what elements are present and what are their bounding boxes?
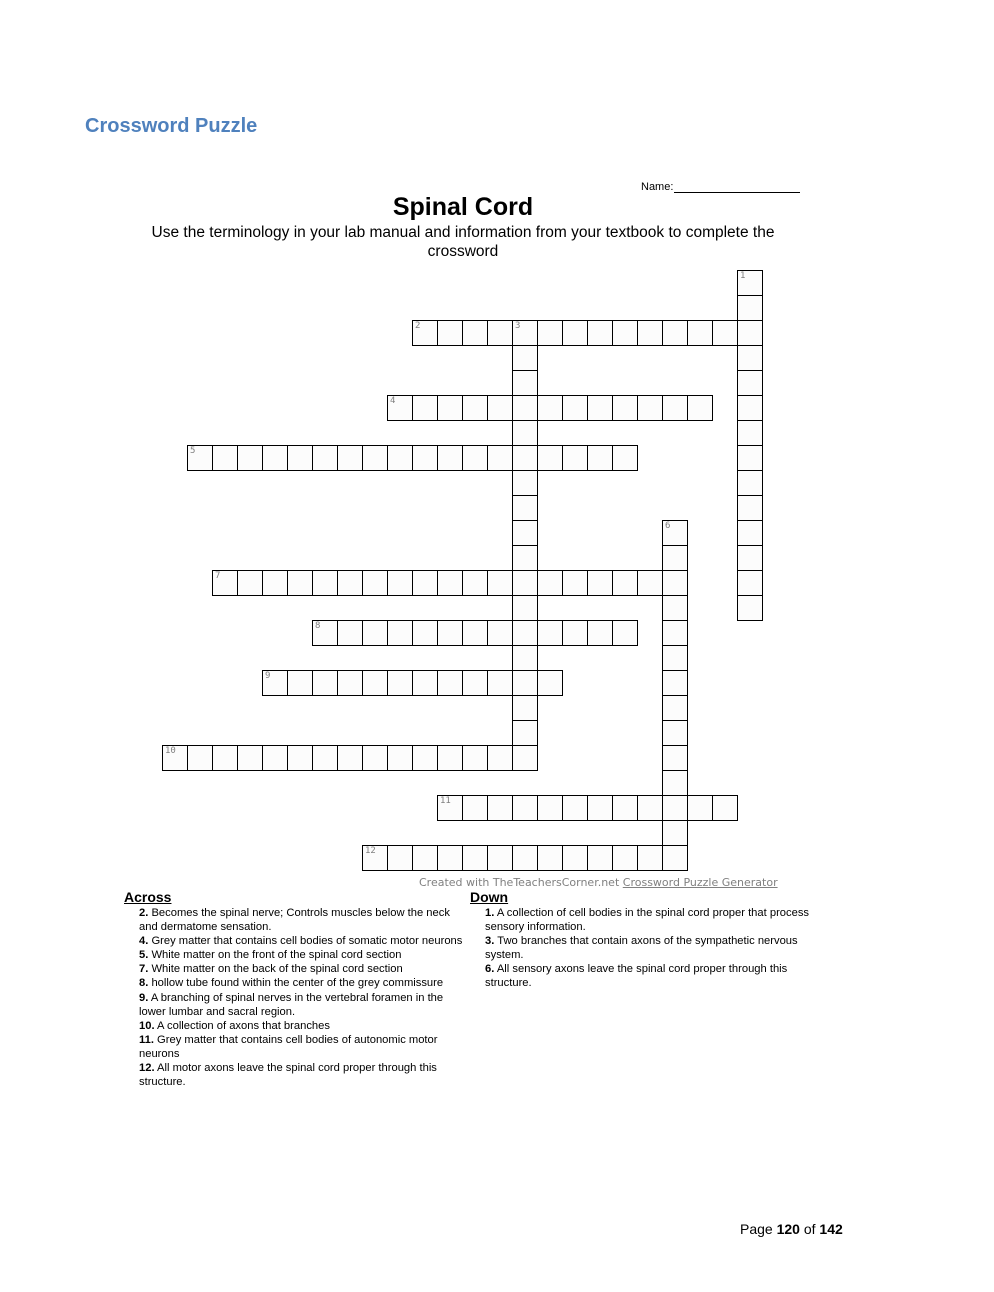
- grid-cell[interactable]: [437, 745, 463, 771]
- grid-cell[interactable]: [387, 570, 413, 596]
- grid-cell[interactable]: [737, 395, 763, 421]
- grid-cell[interactable]: [487, 395, 513, 421]
- grid-cell[interactable]: [512, 570, 538, 596]
- grid-cell[interactable]: [437, 320, 463, 346]
- grid-cell[interactable]: [662, 620, 688, 646]
- grid-cell[interactable]: [637, 395, 663, 421]
- page-current: 120: [776, 1221, 800, 1237]
- grid-cell[interactable]: [512, 645, 538, 671]
- grid-cell[interactable]: [737, 595, 763, 621]
- grid-cell[interactable]: [637, 570, 663, 596]
- grid-cell[interactable]: [287, 570, 313, 596]
- name-field: [641, 180, 800, 193]
- grid-cell[interactable]: [562, 570, 588, 596]
- grid-cell[interactable]: [662, 770, 688, 796]
- grid-cell[interactable]: [487, 445, 513, 471]
- grid-cell[interactable]: [487, 570, 513, 596]
- grid-cell[interactable]: [387, 670, 413, 696]
- clue-number: 9.: [139, 991, 149, 1004]
- clue-item: [470, 934, 815, 962]
- clue-item: [470, 962, 815, 990]
- grid-cell[interactable]: [737, 445, 763, 471]
- grid-cell[interactable]: [362, 445, 388, 471]
- grid-cell[interactable]: [712, 795, 738, 821]
- section-heading: Crossword Puzzle: [85, 115, 258, 137]
- grid-cell[interactable]: [587, 795, 613, 821]
- grid-cell[interactable]: [737, 320, 763, 346]
- grid-cell[interactable]: [737, 570, 763, 596]
- clue-item: [124, 976, 464, 990]
- grid-cell[interactable]: [337, 445, 363, 471]
- page-middle: of: [799, 1221, 820, 1237]
- grid-cell[interactable]: [562, 395, 588, 421]
- grid-cell[interactable]: [737, 295, 763, 321]
- grid-cell[interactable]: [612, 395, 638, 421]
- grid-cell[interactable]: [487, 845, 513, 871]
- grid-cell[interactable]: [362, 570, 388, 596]
- grid-cell[interactable]: [387, 620, 413, 646]
- clue-number: 7: [215, 571, 221, 581]
- clue-text: Grey matter that contains cell bodies of autonomic motor neurons: [139, 1033, 438, 1060]
- name-label: Name:: [641, 181, 674, 193]
- clue-number: 11.: [139, 1033, 154, 1046]
- clue-text: Grey matter that contains cell bodies of somatic motor neurons: [148, 935, 463, 948]
- grid-cell[interactable]: [587, 395, 613, 421]
- grid-cell[interactable]: [262, 445, 288, 471]
- grid-cell[interactable]: [612, 845, 638, 871]
- grid-cell[interactable]: [537, 445, 563, 471]
- grid-cell[interactable]: [662, 745, 688, 771]
- grid-cell[interactable]: [537, 395, 563, 421]
- grid-cell[interactable]: [312, 570, 338, 596]
- clue-number: 4: [390, 396, 396, 406]
- grid-cell[interactable]: [287, 745, 313, 771]
- clue-number: 9: [265, 671, 271, 681]
- grid-cell[interactable]: [162, 745, 188, 771]
- grid-cell[interactable]: [512, 620, 538, 646]
- grid-cell[interactable]: [537, 320, 563, 346]
- grid-cell[interactable]: [687, 395, 713, 421]
- clue-number: 3: [515, 321, 521, 331]
- clue-number: 5: [190, 446, 196, 456]
- grid-cell[interactable]: [562, 620, 588, 646]
- grid-cell[interactable]: [587, 620, 613, 646]
- grid-cell[interactable]: [737, 470, 763, 496]
- grid-cell[interactable]: [337, 620, 363, 646]
- grid-cell[interactable]: [412, 320, 438, 346]
- clue-number: 4.: [139, 935, 149, 948]
- grid-cell[interactable]: [512, 470, 538, 496]
- grid-cell[interactable]: [487, 320, 513, 346]
- clue-item: [124, 1061, 464, 1089]
- grid-cell[interactable]: [512, 545, 538, 571]
- grid-cell[interactable]: [462, 745, 488, 771]
- clue-number: 8.: [139, 977, 149, 990]
- grid-cell[interactable]: [662, 320, 688, 346]
- page-total: 142: [819, 1221, 843, 1237]
- grid-cell[interactable]: [337, 670, 363, 696]
- grid-cell[interactable]: [487, 795, 513, 821]
- grid-cell[interactable]: [487, 745, 513, 771]
- grid-cell[interactable]: [412, 395, 438, 421]
- clue-number: 6: [665, 521, 671, 531]
- clue-number: 1.: [485, 907, 495, 919]
- grid-cell[interactable]: [512, 795, 538, 821]
- grid-cell[interactable]: [262, 670, 288, 696]
- grid-cell[interactable]: [462, 570, 488, 596]
- grid-cell[interactable]: [287, 445, 313, 471]
- grid-cell[interactable]: [537, 795, 563, 821]
- grid-cell[interactable]: [537, 570, 563, 596]
- clue-number: 3.: [485, 935, 495, 948]
- grid-cell[interactable]: [737, 270, 763, 296]
- clue-item: [124, 1033, 464, 1061]
- clue-text: hollow tube found within the center of the grey commissure: [148, 977, 444, 990]
- grid-cell[interactable]: [662, 645, 688, 671]
- clue-number: 8: [315, 621, 321, 631]
- grid-cell[interactable]: [212, 745, 238, 771]
- clue-number: 5.: [139, 949, 149, 962]
- grid-cell[interactable]: [387, 845, 413, 871]
- clue-text: White matter on the front of the spinal cord section: [148, 949, 402, 962]
- grid-cell[interactable]: [662, 720, 688, 746]
- grid-cell[interactable]: [737, 545, 763, 571]
- grid-cell[interactable]: [662, 545, 688, 571]
- clue-number: 6.: [485, 963, 495, 976]
- grid-cell[interactable]: [237, 745, 263, 771]
- grid-cell[interactable]: [462, 395, 488, 421]
- grid-cell[interactable]: [512, 345, 538, 371]
- page-footer: [740, 1221, 843, 1237]
- grid-cell[interactable]: [387, 445, 413, 471]
- across-clues: [124, 889, 464, 1089]
- grid-cell[interactable]: [662, 595, 688, 621]
- grid-cell[interactable]: [412, 670, 438, 696]
- grid-cell[interactable]: [537, 620, 563, 646]
- grid-cell[interactable]: [662, 845, 688, 871]
- grid-cell[interactable]: [262, 745, 288, 771]
- grid-cell[interactable]: [687, 795, 713, 821]
- grid-cell[interactable]: [462, 670, 488, 696]
- grid-cell[interactable]: [412, 745, 438, 771]
- grid-cell[interactable]: [737, 520, 763, 546]
- down-clue-list: [470, 906, 815, 991]
- credit-line: [419, 876, 778, 889]
- grid-cell[interactable]: [612, 320, 638, 346]
- clue-number: 1: [740, 271, 746, 281]
- grid-cell[interactable]: [587, 445, 613, 471]
- grid-cell[interactable]: [687, 320, 713, 346]
- grid-cell[interactable]: [437, 845, 463, 871]
- grid-cell[interactable]: [737, 345, 763, 371]
- grid-cell[interactable]: [212, 445, 238, 471]
- grid-cell[interactable]: [512, 595, 538, 621]
- clue-text: All motor axons leave the spinal cord proper through this structure.: [139, 1062, 437, 1089]
- grid-cell[interactable]: [387, 395, 413, 421]
- grid-cell[interactable]: [637, 845, 663, 871]
- grid-cell[interactable]: [512, 320, 538, 346]
- grid-cell[interactable]: [362, 620, 388, 646]
- name-blank-line[interactable]: [674, 180, 800, 193]
- grid-cell[interactable]: [587, 320, 613, 346]
- across-clue-list: [124, 906, 464, 1089]
- clue-number: 2.: [139, 907, 149, 919]
- down-clues: [470, 889, 815, 991]
- grid-cell[interactable]: [437, 395, 463, 421]
- grid-cell[interactable]: [512, 670, 538, 696]
- grid-cell[interactable]: [612, 620, 638, 646]
- grid-cell[interactable]: [662, 570, 688, 596]
- grid-cell[interactable]: [562, 320, 588, 346]
- grid-cell[interactable]: [637, 795, 663, 821]
- clue-item: [124, 962, 464, 976]
- clue-number: 10: [165, 746, 176, 756]
- clue-text: Becomes the spinal nerve; Controls muscles below the neck and dermatome sensation.: [139, 907, 450, 934]
- grid-cell[interactable]: [562, 845, 588, 871]
- grid-cell[interactable]: [287, 670, 313, 696]
- grid-cell[interactable]: [362, 845, 388, 871]
- grid-cell[interactable]: [187, 445, 213, 471]
- grid-cell[interactable]: [462, 845, 488, 871]
- grid-cell[interactable]: [612, 795, 638, 821]
- grid-cell[interactable]: [662, 670, 688, 696]
- clue-item: [470, 906, 815, 934]
- grid-cell[interactable]: [562, 795, 588, 821]
- grid-cell[interactable]: [437, 795, 463, 821]
- clue-item: [124, 991, 464, 1019]
- clue-text: A branching of spinal nerves in the vertebral foramen in the lower lumbar and sacral region.: [139, 991, 444, 1018]
- grid-cell[interactable]: [737, 420, 763, 446]
- grid-cell[interactable]: [212, 570, 238, 596]
- clue-item: [124, 948, 464, 962]
- grid-cell[interactable]: [412, 570, 438, 596]
- grid-cell[interactable]: [312, 670, 338, 696]
- clue-number: 11: [440, 796, 451, 806]
- clue-text: All sensory axons leave the spinal cord proper through this structure.: [485, 963, 788, 990]
- grid-cell[interactable]: [512, 520, 538, 546]
- grid-cell[interactable]: [562, 445, 588, 471]
- grid-cell[interactable]: [437, 570, 463, 596]
- grid-cell[interactable]: [512, 395, 538, 421]
- clue-number: 12.: [139, 1062, 155, 1075]
- clue-item: [124, 1019, 464, 1033]
- instructions: Use the terminology in your lab manual and information from your textbook to complete the crossword: [151, 224, 775, 260]
- grid-cell[interactable]: [412, 445, 438, 471]
- grid-cell[interactable]: [362, 670, 388, 696]
- puzzle-title: Spinal Cord: [392, 193, 534, 221]
- clue-number: 12: [365, 846, 376, 856]
- grid-cell[interactable]: [262, 570, 288, 596]
- grid-cell[interactable]: [662, 820, 688, 846]
- grid-cell[interactable]: [512, 445, 538, 471]
- grid-cell[interactable]: [437, 670, 463, 696]
- grid-cell[interactable]: [512, 695, 538, 721]
- grid-cell[interactable]: [512, 720, 538, 746]
- clue-number: 7.: [139, 963, 149, 976]
- grid-cell[interactable]: [237, 445, 263, 471]
- grid-cell[interactable]: [237, 570, 263, 596]
- clue-text: A collection of cell bodies in the spinal cord proper that process sensory information.: [485, 907, 810, 934]
- grid-cell[interactable]: [512, 370, 538, 396]
- page-prefix: Page: [740, 1221, 777, 1237]
- grid-cell[interactable]: [637, 320, 663, 346]
- grid-cell[interactable]: [662, 795, 688, 821]
- grid-cell[interactable]: [312, 445, 338, 471]
- grid-cell[interactable]: [337, 570, 363, 596]
- grid-cell[interactable]: [662, 395, 688, 421]
- clue-text: A collection of axons that branches: [154, 1019, 330, 1032]
- grid-cell[interactable]: [387, 745, 413, 771]
- grid-cell[interactable]: [487, 620, 513, 646]
- grid-cell[interactable]: [612, 445, 638, 471]
- grid-cell[interactable]: [462, 320, 488, 346]
- grid-cell[interactable]: [737, 370, 763, 396]
- clue-number: 10.: [139, 1019, 155, 1032]
- down-heading: Down: [470, 889, 509, 905]
- grid-cell[interactable]: [712, 320, 738, 346]
- grid-cell[interactable]: [512, 745, 538, 771]
- grid-cell[interactable]: [587, 845, 613, 871]
- grid-cell[interactable]: [512, 845, 538, 871]
- crossword-grid: [163, 271, 788, 871]
- grid-cell[interactable]: [187, 745, 213, 771]
- clue-item: [124, 934, 464, 948]
- grid-cell[interactable]: [412, 845, 438, 871]
- clue-number: 2: [415, 321, 421, 331]
- across-heading: Across: [124, 889, 172, 905]
- grid-cell[interactable]: [512, 420, 538, 446]
- grid-cell[interactable]: [362, 745, 388, 771]
- grid-cell[interactable]: [437, 620, 463, 646]
- grid-cell[interactable]: [612, 570, 638, 596]
- clue-text: Two branches that contain axons of the sympathetic nervous system.: [485, 935, 798, 962]
- generator-link[interactable]: Crossword Puzzle Generator: [622, 876, 778, 889]
- grid-cell[interactable]: [312, 620, 338, 646]
- clue-item: [124, 906, 464, 934]
- grid-cell[interactable]: [437, 445, 463, 471]
- grid-cell[interactable]: [537, 845, 563, 871]
- clue-text: White matter on the back of the spinal cord section: [148, 963, 403, 976]
- grid-cell[interactable]: [537, 670, 563, 696]
- grid-cell[interactable]: [412, 620, 438, 646]
- grid-cell[interactable]: [587, 570, 613, 596]
- grid-cell[interactable]: [312, 745, 338, 771]
- grid-cell[interactable]: [512, 495, 538, 521]
- grid-cell[interactable]: [462, 795, 488, 821]
- grid-cell[interactable]: [737, 495, 763, 521]
- grid-cell[interactable]: [462, 620, 488, 646]
- grid-cell[interactable]: [337, 745, 363, 771]
- grid-cell[interactable]: [462, 445, 488, 471]
- grid-cell[interactable]: [662, 695, 688, 721]
- credit-text: Created with TheTeachersCorner.net: [419, 876, 623, 889]
- grid-cell[interactable]: [662, 520, 688, 546]
- grid-cell[interactable]: [487, 670, 513, 696]
